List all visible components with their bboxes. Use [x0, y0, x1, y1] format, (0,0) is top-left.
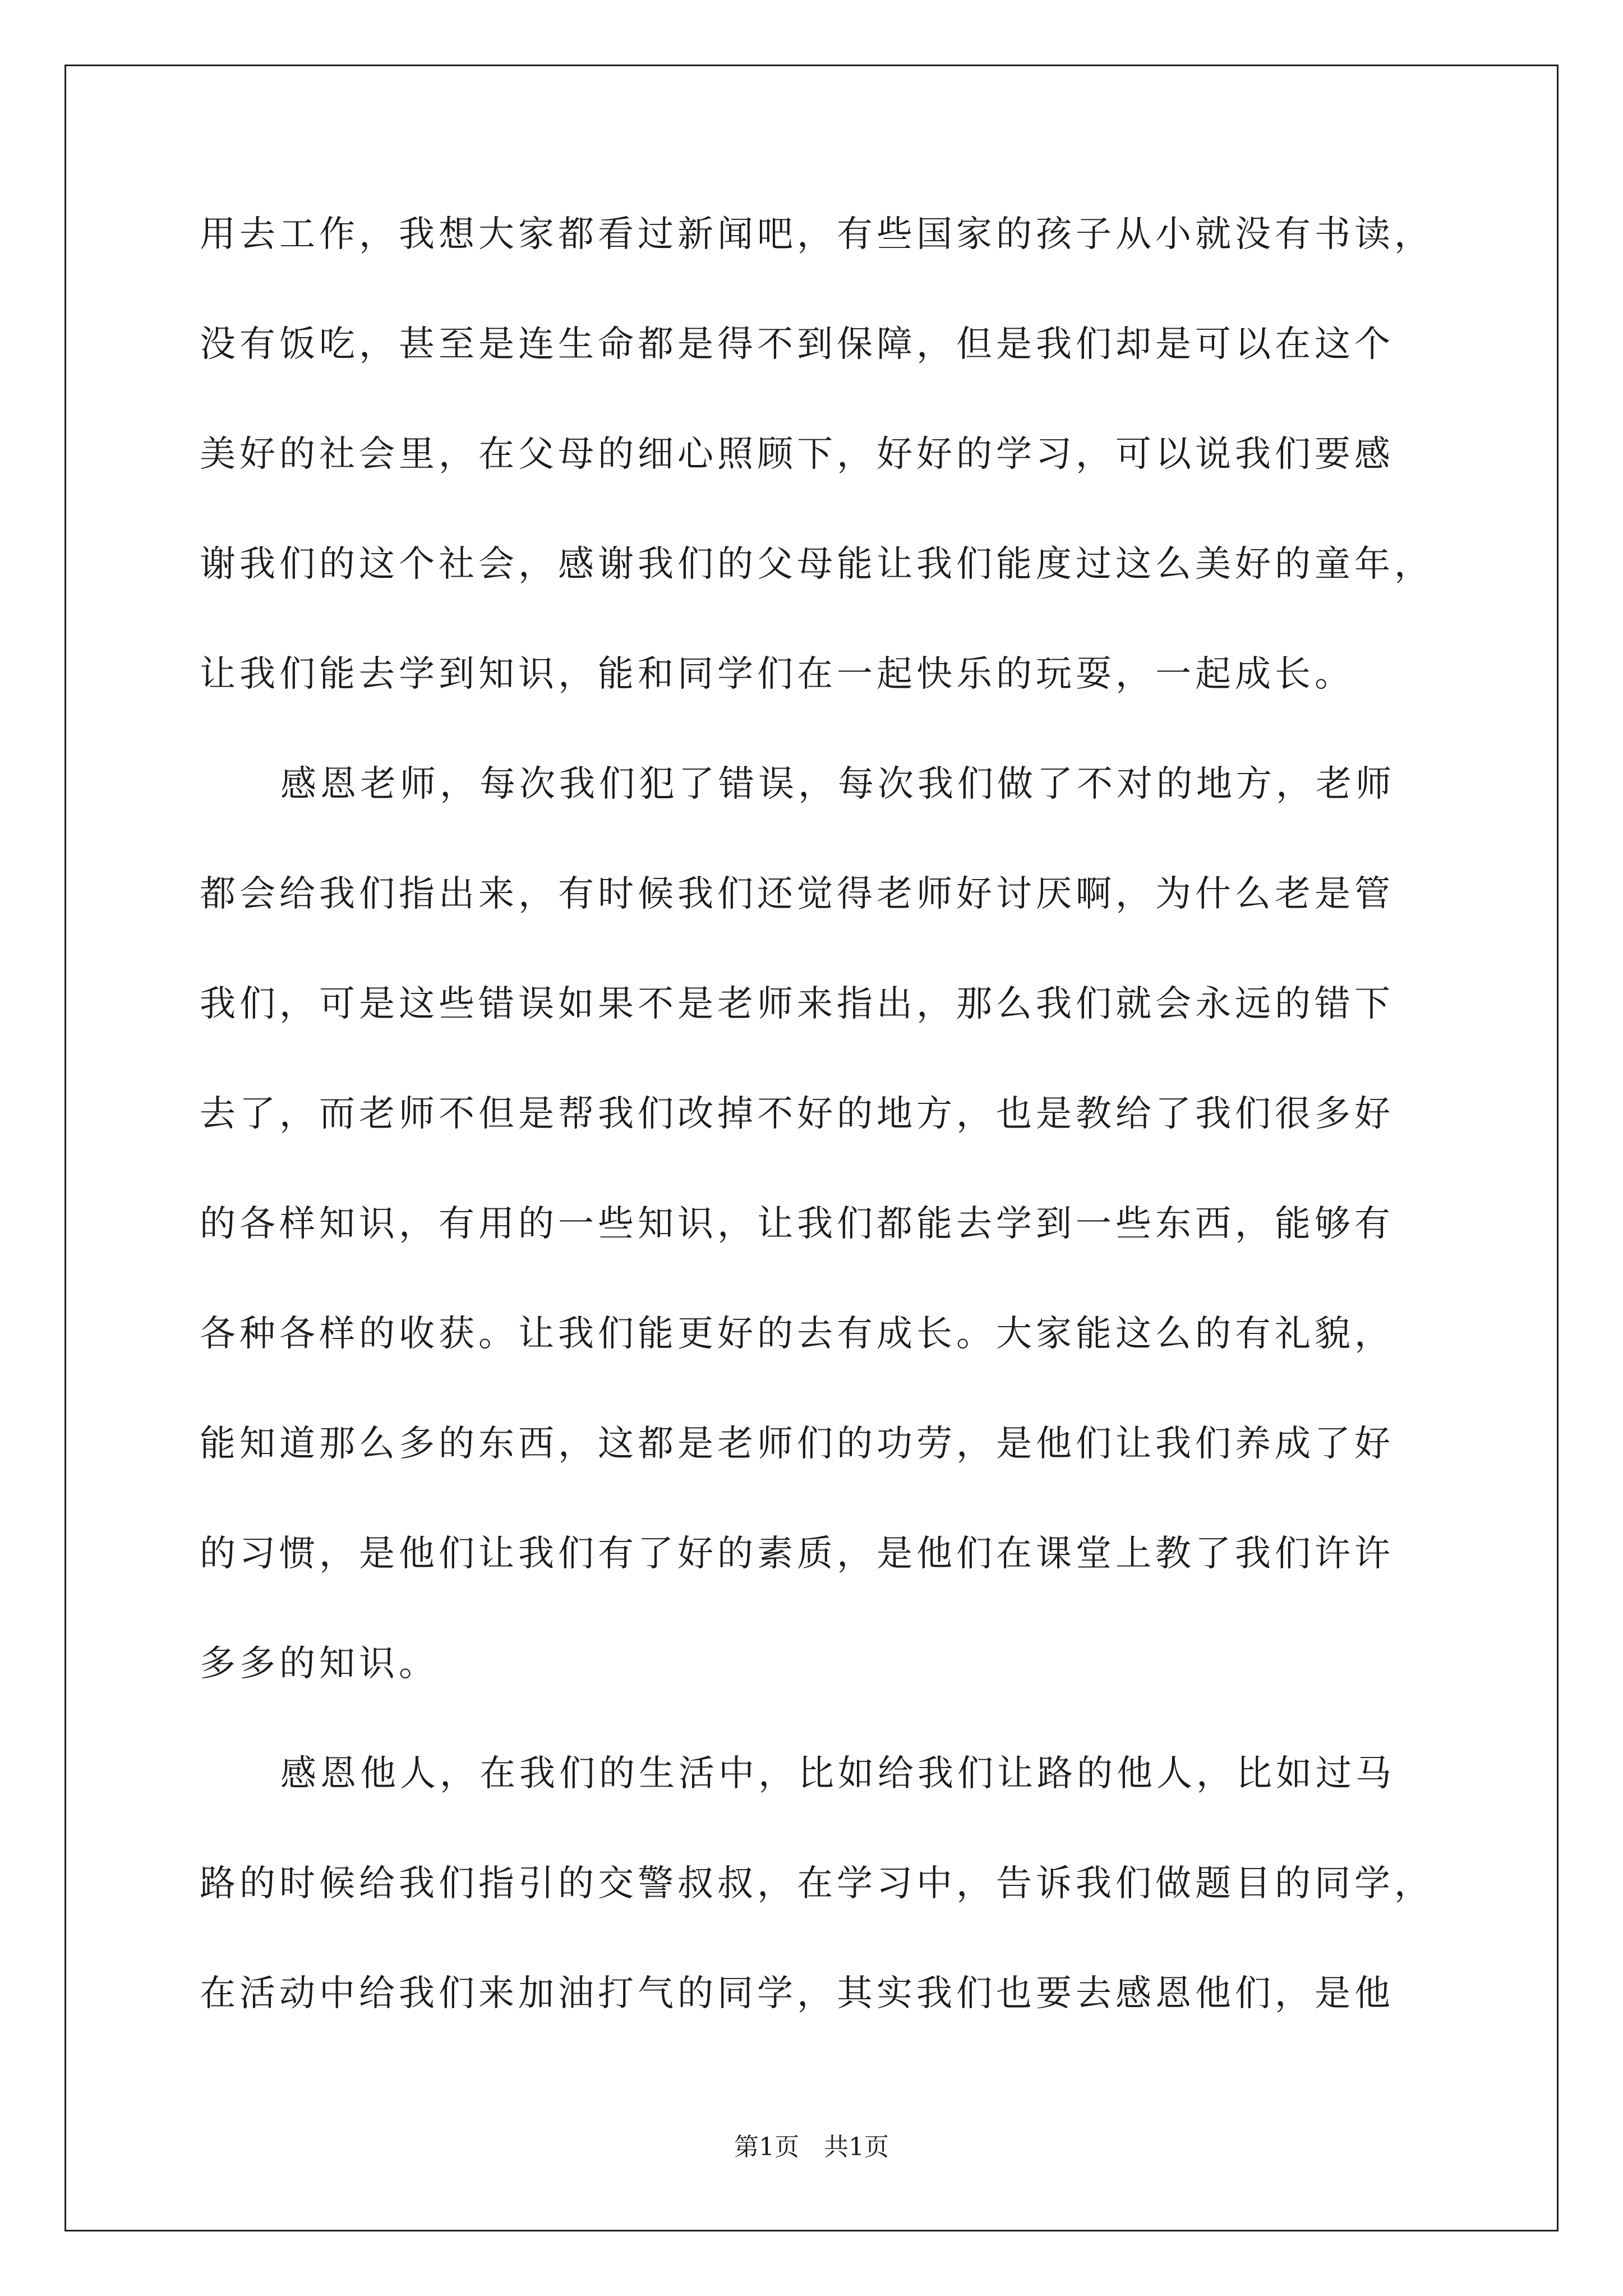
body-line-12: 能知道那么多的东西，这都是老师们的功劳，是他们让我们养成了好 — [200, 1423, 1394, 1465]
body-line-11: 各种各样的收获。让我们能更好的去有成长。大家能这么的有礼貌， — [200, 1313, 1394, 1355]
body-line-4: 谢我们的这个社会，感谢我们的父母能让我们能度过这么美好的童年， — [200, 544, 1434, 585]
body-line-16: 路的时候给我们指引的交警叔叔，在学习中，告诉我们做题目的同学， — [200, 1863, 1434, 1904]
body-line-6: 感恩老师，每次我们犯了错误，每次我们做了不对的地方，老师 — [280, 763, 1395, 805]
body-line-1: 用去工作，我想大家都看过新闻吧，有些国家的孩子从小就没有书读， — [200, 214, 1434, 255]
body-line-8: 我们，可是这些错误如果不是老师来指出，那么我们就会永远的错下 — [200, 983, 1394, 1025]
page-footer: 第1页 共1页 — [734, 2133, 889, 2161]
body-line-2: 没有饭吃，甚至是连生命都是得不到保障，但是我们却是可以在这个 — [200, 324, 1394, 365]
body-line-14: 多多的知识。 — [200, 1643, 439, 1685]
body-line-17: 在活动中给我们来加油打气的同学，其实我们也要去感恩他们，是他 — [200, 1973, 1394, 2014]
body-line-7: 都会给我们指出来，有时候我们还觉得老师好讨厌啊，为什么老是管 — [200, 873, 1394, 915]
body-line-5: 让我们能去学到知识，能和同学们在一起快乐的玩耍，一起成长。 — [200, 654, 1354, 695]
body-line-9: 去了，而老师不但是帮我们改掉不好的地方，也是教给了我们很多好 — [200, 1093, 1394, 1135]
body-line-3: 美好的社会里，在父母的细心照顾下，好好的学习，可以说我们要感 — [200, 434, 1394, 475]
body-line-10: 的各样知识，有用的一些知识，让我们都能去学到一些东西，能够有 — [200, 1203, 1394, 1245]
body-line-15: 感恩他人，在我们的生活中，比如给我们让路的他人，比如过马 — [280, 1753, 1395, 1795]
body-line-13: 的习惯，是他们让我们有了好的素质，是他们在课堂上教了我们许许 — [200, 1533, 1394, 1575]
